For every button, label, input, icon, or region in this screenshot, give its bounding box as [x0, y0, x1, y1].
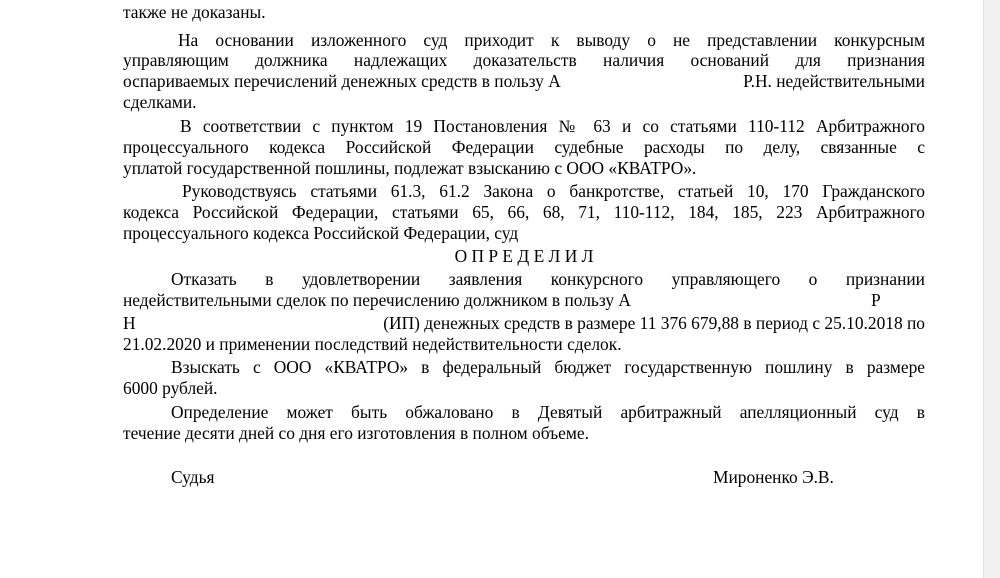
text-segment: Н [123, 313, 136, 333]
vertical-scrollbar[interactable] [983, 0, 1000, 578]
text-line [123, 70, 925, 92]
text-segment: Р [871, 290, 881, 310]
signature-name: Мироненко Э.В. [713, 467, 834, 487]
ruling-heading: О П Р Е Д Е Л И Л [454, 246, 594, 266]
paragraph-line: На основании изложенного суд приходит к выводу о не представлении конкурсным [178, 30, 925, 50]
text-segment: (ИП) денежных средств в размере 11 376 679,88 в период с 25.10.2018 по [383, 313, 925, 333]
text-line [123, 289, 925, 311]
paragraph-line: Взыскать с ООО «КВАТРО» в федеральный бюджет государственную пошлину в размере [171, 357, 925, 377]
text-segment: оспариваемых перечислений денежных средств в пользу А [123, 71, 561, 91]
text-line: 6000 рублей. [123, 378, 218, 398]
text-line: процессуального кодекса Российской Федерации судебные расходы по делу, связанные с [123, 137, 925, 157]
text-line: сделками. [123, 92, 197, 112]
text-line: кодекса Российской Федерации, статьями 65, 66, 68, 71, 110-112, 184, 185, 223 Арбитражного [123, 202, 925, 222]
text-line: управляющим должника надлежащих доказательств наличия оснований для признания [123, 50, 925, 70]
paragraph-line: В соответствии с пунктом 19 Постановления № 63 и со статьями 110-112 Арбитражного [180, 116, 925, 136]
text-line: 21.02.2020 и применении последствий недействительности сделок. [123, 334, 622, 354]
text-line: течение десяти дней со дня его изготовления в полном объеме. [123, 423, 589, 443]
text-line: уплатой государственной пошлины, подлежат взысканию с ООО «КВАТРО». [123, 158, 697, 178]
paragraph-line: Отказать в удовлетворении заявления конкурсного управляющего о признании [171, 269, 925, 289]
text-line: также не доказаны. [123, 2, 266, 22]
paragraph-line: Руководствуясь статьями 61.3, 61.2 Закона о банкротстве, статьей 10, 170 Гражданского [182, 181, 925, 201]
text-line: процессуального кодекса Российской Федерации, суд [123, 223, 519, 243]
text-segment: Р.Н. недействительными [743, 71, 925, 91]
paragraph-line: Определение может быть обжаловано в Девятый арбитражный апелляционный суд в [171, 402, 925, 422]
text-segment: недействительными сделок по перечислению должником в пользу А [123, 290, 631, 310]
signature-role: Судья [171, 467, 215, 487]
text-line [123, 312, 925, 334]
